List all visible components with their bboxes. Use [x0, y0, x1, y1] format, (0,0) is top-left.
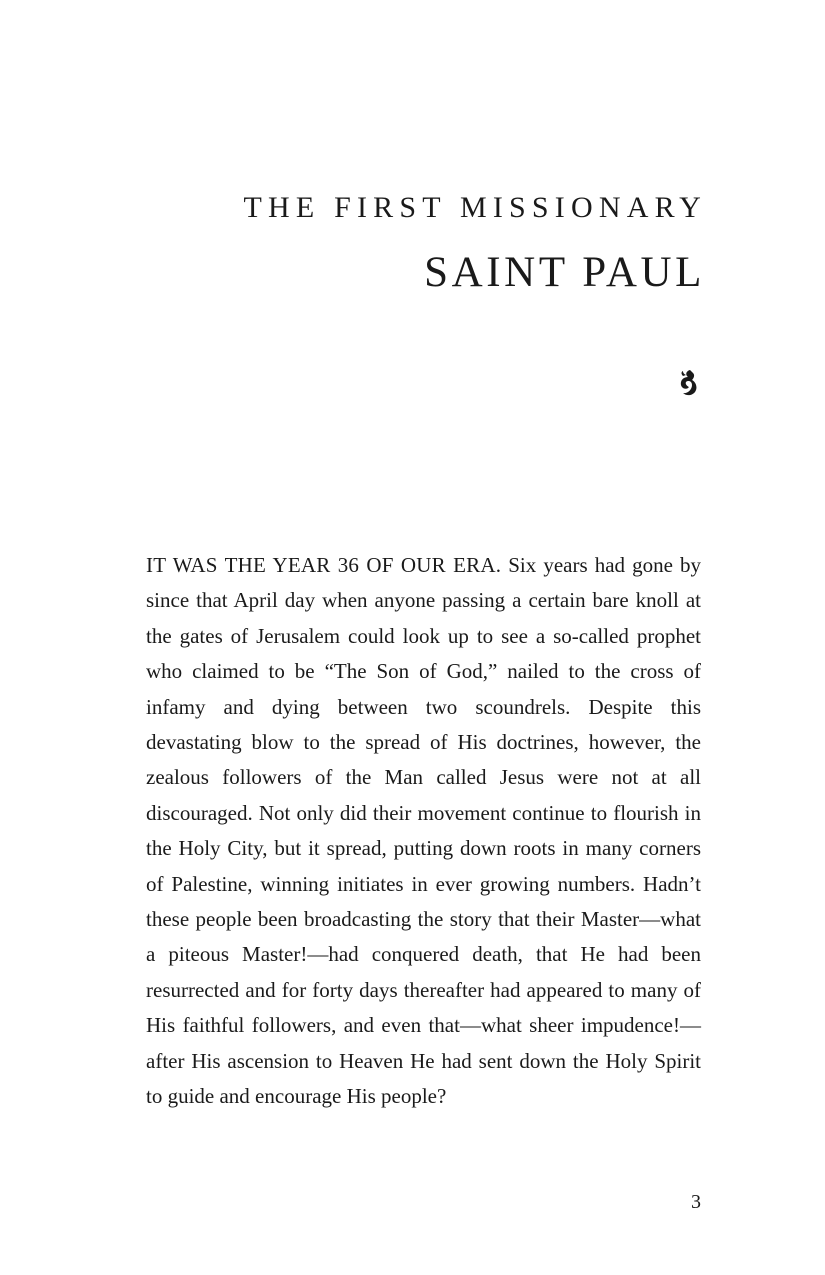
chapter-kicker: THE FIRST MISSIONARY [243, 191, 707, 224]
paragraph [146, 548, 701, 1115]
page-number: 3 [691, 1191, 701, 1213]
opening-phrase: IT WAS THE YEAR 36 OF OUR ERA. [146, 553, 502, 577]
paragraph-text: Six years had gone by since that April day when anyone passing a certain bare knoll at the gates of Jerusalem could look up to see a so-called prophet who claimed to be “The Son of God,” nailed to the cross of infamy and dying between two scoundrels. Despite this devastating blow to the spread of His doctrines, however, the zealous followers of the Man called Jesus were not at all discouraged. Not only did their movement continue to flourish in the Holy City, but it spread, putting down roots in many corners of Palestine, winning initiates in ever growing numbers. Hadn’t these people been broadcasting the story that their Master—what a piteous Master!—had conquered death, that He had been resurrected and for forty days thereafter had appeared to many of His faithful followers, and even that—what sheer impudence!—after His ascension to Heaven He had sent down the Holy Spirit to guide and encourage His people? [146, 553, 701, 1109]
body-text [146, 548, 701, 1115]
chapter-title: SAINT PAUL [424, 249, 705, 296]
chapter-heading [243, 188, 707, 300]
fleuron-icon [677, 368, 699, 398]
